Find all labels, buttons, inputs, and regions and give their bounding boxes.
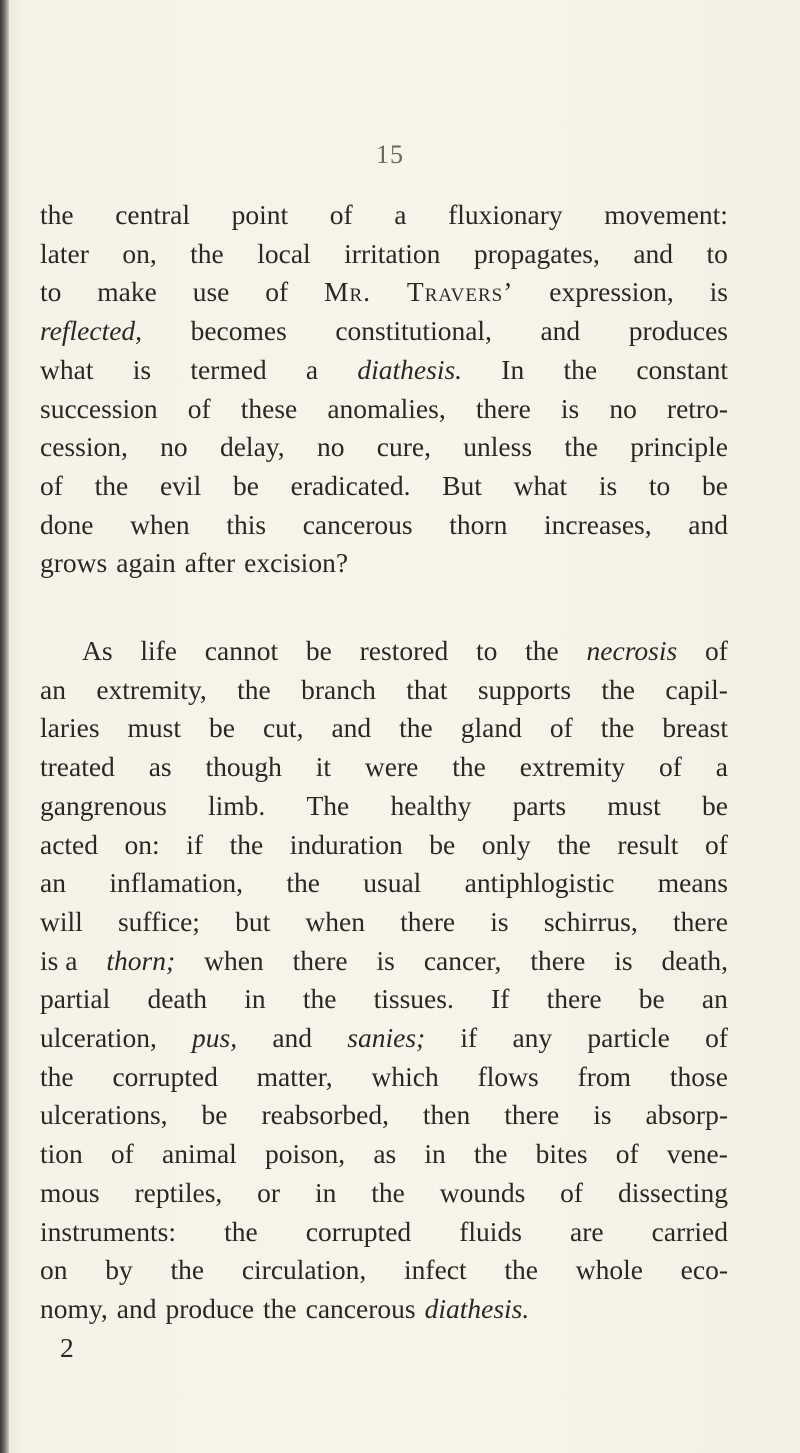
text-line: partial death in the tissues. If there be an [40,983,728,1015]
text-line: on by the circulation, infect the whole eco- [40,1254,728,1286]
text-line: gangrenous limb. The healthy parts must be [40,789,728,821]
text-line: an inflamation, the usual antiphlogistic means [40,867,728,899]
text-line: tion of animal poison, as in the bites of vene- [40,1138,728,1170]
text-line: instruments: the corrupted fluids are carried [40,1215,728,1247]
text-line: to make use of Mr. Travers’ expression, is [40,276,728,308]
text-line: the corrupted matter, which flows from those [40,1060,728,1092]
binding-edge [0,0,9,1453]
text-line: will suffice; but when there is schirrus, there [40,905,728,937]
text-line: reflected, becomes constitutional, and produces [40,315,728,347]
text-line: mous reptiles, or in the wounds of dissecting [40,1176,728,1208]
text-line: the central point of a fluxionary movement: [40,199,728,230]
text-line: succession of these anomalies, there is no retro- [40,392,728,424]
text-line: an extremity, the branch that supports the capil- [40,673,728,705]
paragraph-gap [40,583,728,632]
text-line: ulcerations, be reabsorbed, then there is absorp- [40,1099,728,1131]
text-line: of the evil be eradicated. But what is to be [40,469,728,501]
text-line: nomy, and produce the cancerous diathesis. [40,1292,530,1324]
body-text [40,196,728,1367]
text-line: ulceration, pus, and sanies; if any particle of [40,1022,728,1054]
text-line: what is termed a diathesis. In the constant [40,353,728,385]
text-line: treated as though it were the extremity of a [40,751,728,783]
paragraph-1 [40,196,728,583]
text-line: acted on: if the induration be only the result of [40,828,728,860]
text-line: done when this cancerous thorn increases, and [40,508,728,540]
page-number: 15 [376,140,404,169]
signature-mark: 2 [60,1331,74,1363]
text-line: is a thorn; when there is cancer, there is death, [40,944,728,976]
paragraph-2 [40,632,728,1329]
text-line: As life cannot be restored to the necrosis of [82,635,728,667]
text-line: later on, the local irritation propagates, and to [40,237,728,269]
text-line: grows again after excision? [40,547,349,579]
text-line: cession, no delay, no cure, unless the principle [40,431,728,463]
text-line: laries must be cut, and the gland of the breast [40,712,728,744]
